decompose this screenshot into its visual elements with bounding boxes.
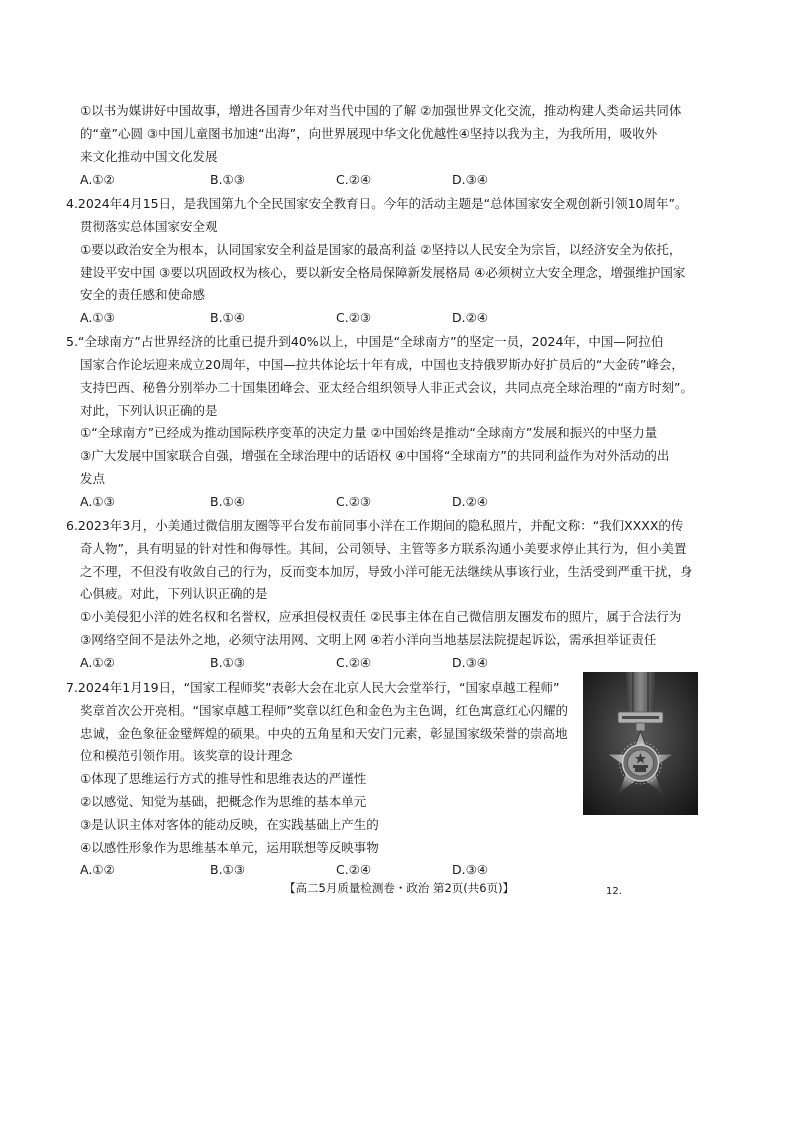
page-mark: 12. bbox=[606, 886, 622, 897]
q3-options bbox=[80, 172, 700, 188]
q7-option-d[interactable]: D.③④ bbox=[452, 862, 489, 877]
q7-options bbox=[80, 862, 700, 878]
q4-choice-line-3: 安全的责任感和使命感 bbox=[80, 287, 206, 302]
q7-option-b[interactable]: B.①③ bbox=[210, 862, 245, 877]
q5-option-a[interactable]: A.①③ bbox=[80, 494, 115, 509]
q3-choice-line-1: ①以书为媒讲好中国故事，增进各国青少年对当代中国的了解 ②加强世界文化交流，推动构建人类命运共同体 bbox=[80, 103, 682, 118]
medal-bar-lettering bbox=[622, 716, 659, 719]
q4-stem-line-2: 贯彻落实总体国家安全观 bbox=[80, 219, 218, 234]
q6-choice-line-2: ③网络空间不是法外之地，必须守法用网、文明上网 ④若小洋向当地基层法院提起诉讼，需承担举证责任 bbox=[80, 632, 657, 647]
q7-choice-1: ①体现了思维运行方式的推导性和思维表达的严谨性 bbox=[80, 771, 367, 786]
medal-photo bbox=[583, 672, 698, 815]
q3-choice-line-3: 来文化推动中国文化发展 bbox=[80, 149, 218, 164]
q7-option-a[interactable]: A.①② bbox=[80, 862, 115, 877]
q7-stem-line-2: 奖章首次公开亮相。“国家卓越工程师”奖章以红色和金色为主色调，红色寓意红心闪耀的 bbox=[80, 703, 568, 718]
q6-options bbox=[80, 655, 700, 671]
q5-option-b[interactable]: B.①④ bbox=[210, 494, 245, 509]
q6-option-d[interactable]: D.③④ bbox=[452, 655, 489, 670]
q5-stem-line-2: 国家合作论坛迎来成立20周年，中国—拉共体论坛十年有成，中国也支持俄罗斯办好扩员后的“大金砖”峰会， bbox=[80, 357, 684, 372]
q4-stem-line-1: 4.2024年4月15日，是我国第九个全民国家安全教育日。今年的活动主题是“总体国家安全观创新引领10周年”。 bbox=[66, 196, 688, 211]
q5-options bbox=[80, 494, 700, 510]
q6-stem-line-3: 之不理，不但没有收敛自己的行为，反而变本加厉，导致小洋可能无法继续从事该行业，生活受到严重干扰，身 bbox=[80, 564, 693, 579]
q5-choice-line-2: ③广大发展中国家联合自强，增强在全球治理中的话语权 ④中国将“全球南方”的共同利益作为对外活动的出 bbox=[80, 448, 670, 463]
q6-option-a[interactable]: A.①② bbox=[80, 655, 115, 670]
q6-stem-line-1: 6.2023年3月，小美通过微信朋友圈等平台发布前同事小洋在工作期间的隐私照片，并配文称：“我们XXXX的传 bbox=[66, 518, 684, 533]
q5-option-d[interactable]: D.②④ bbox=[452, 494, 489, 509]
q7-choice-2: ②以感觉、知觉为基础，把概念作为思维的基本单元 bbox=[80, 794, 367, 809]
q7-option-c[interactable]: C.②④ bbox=[336, 862, 372, 877]
q4-option-b[interactable]: B.①④ bbox=[210, 310, 245, 325]
q4-options bbox=[80, 310, 700, 326]
q6-stem-line-4: 心俱疲。对此，下列认识正确的是 bbox=[80, 586, 268, 601]
q7-stem-line-4: 位和模范引领作用。该奖章的设计理念 bbox=[80, 748, 293, 763]
q7-choice-3: ③是认识主体对客体的能动反映，在实践基础上产生的 bbox=[80, 817, 379, 832]
q3-option-a[interactable]: A.①② bbox=[80, 172, 115, 187]
q3-option-d[interactable]: D.③④ bbox=[452, 172, 489, 187]
q6-stem-line-2: 奇人物”，具有明显的针对性和侮辱性。其间，公司领导、主管等多方联系沟通小美要求停止其行为，但小美置 bbox=[80, 541, 687, 556]
medal-ribbon bbox=[626, 672, 655, 712]
q4-option-d[interactable]: D.②④ bbox=[452, 310, 489, 325]
q5-stem-line-3: 支持巴西、秘鲁分别举办二十国集团峰会、亚太经合组织领导人非正式会议，共同点亮全球治理的“南方时刻”。 bbox=[80, 380, 693, 395]
page-footer: 【高二5月质量检测卷・政治 第2页(共6页)】 bbox=[284, 881, 515, 895]
q7-stem-line-1: 7.2024年1月19日，“国家工程师奖”表彰大会在北京人民大会堂举行，“国家卓越工程师” bbox=[66, 680, 560, 695]
q6-choice-line-1: ①小美侵犯小洋的姓名权和名誉权，应承担侵权责任 ②民事主体在自己微信朋友圈发布的照片，属于合法行为 bbox=[80, 609, 682, 624]
q3-choice-line-2: 的“童”心圆 ③中国儿童图书加速“出海”，向世界展现中华文化优越性④坚持以我为主，为我所用，吸收外 bbox=[80, 126, 658, 141]
q3-option-c[interactable]: C.②④ bbox=[336, 172, 372, 187]
q7-stem-line-3: 忠诚，金色象征金璧辉煌的硕果。中央的五角星和天安门元素，彰显国家级荣誉的崇高地 bbox=[80, 726, 568, 741]
q5-choice-line-3: 发点 bbox=[80, 471, 106, 486]
q5-stem-line-1: 5.“全球南方”占世界经济的比重已提升到40%以上，中国是“全球南方”的坚定一员，2024年，中国—阿拉伯 bbox=[66, 334, 664, 349]
q4-choice-line-2: 建设平安中国 ③要以巩固政权为核心，要以新安全格局保障新发展格局 ④必须树立大安全理念，增强维护国家 bbox=[80, 265, 686, 280]
q7-choice-4: ④以感性形象作为思维基本单元，运用联想等反映事物 bbox=[80, 840, 379, 855]
q5-choice-line-1: ①“全球南方”已经成为推动国际秩序变革的决定力量 ②中国始终是推动“全球南方”发展和振兴的中坚力量 bbox=[80, 425, 658, 440]
q3-option-b[interactable]: B.①③ bbox=[210, 172, 245, 187]
q6-option-c[interactable]: C.②④ bbox=[336, 655, 372, 670]
q6-option-b[interactable]: B.①③ bbox=[210, 655, 245, 670]
q4-option-a[interactable]: A.①③ bbox=[80, 310, 115, 325]
q5-stem-line-4: 对此，下列认识正确的是 bbox=[80, 403, 218, 418]
q5-option-c[interactable]: C.②③ bbox=[336, 494, 372, 509]
q4-choice-line-1: ①要以政治安全为根本，认同国家安全利益是国家的最高利益 ②坚持以人民安全为宗旨，以经济安全为依托， bbox=[80, 242, 682, 257]
q4-option-c[interactable]: C.②③ bbox=[336, 310, 372, 325]
